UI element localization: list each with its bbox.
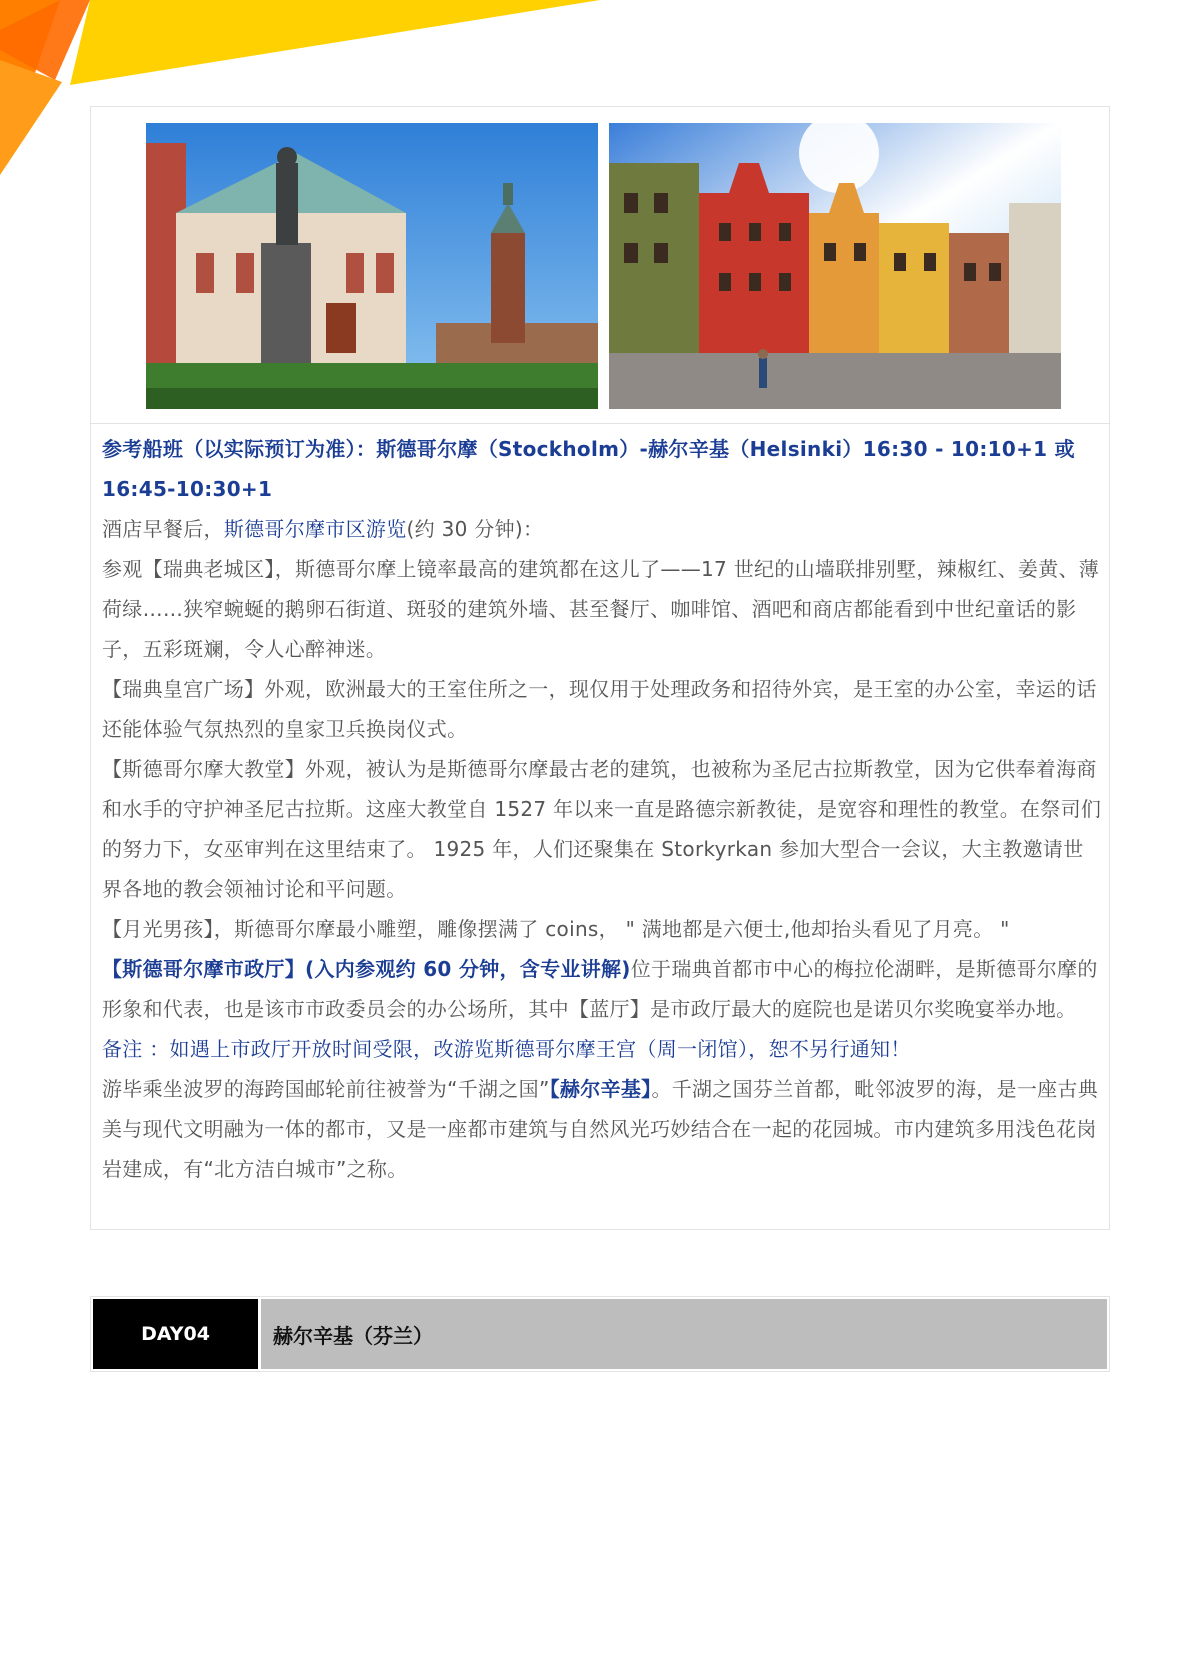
stortorget-photo	[609, 123, 1061, 409]
day-number-label: DAY04	[93, 1299, 258, 1369]
city-tour-highlight: 斯德哥尔摩市区游览	[223, 517, 407, 541]
cathedral-paragraph: 【斯德哥尔摩大教堂】外观，被认为是斯德哥尔摩最古老的建筑，也被称为圣尼古拉斯教堂，因为它供奉着海商和水手的守护神圣尼古拉斯。这座大教堂自 1527 年以来一直是路德宗新教徒，是宽容和理性的教堂。在祭司们的努力下，女巫审判在这里结束了。 1925 年，人们还聚集在 Storkyrkan 参加大型合一会议，大主教邀请世界各地的教会领袖讨论和平问题。	[102, 757, 1102, 901]
helsinki-highlight: 【赫尔辛基】	[549, 1077, 652, 1101]
photo-row	[91, 107, 1109, 424]
ferry-schedule: 参考船班（以实际预订为准）：斯德哥尔摩（Stockholm）-赫尔辛基（Helsinki）16:30 - 10:10+1 或 16:45-10:30+1	[102, 437, 1075, 501]
day-header-row	[90, 1296, 1110, 1372]
old-town-paragraph: 参观【瑞典老城区】，斯德哥尔摩上镜率最高的建筑都在这儿了——17 世纪的山墙联排别墅，辣椒红、姜黄、薄荷绿……狭窄蜿蜒的鹅卵石街道、斑驳的建筑外墙、甚至餐厅、咖啡馆、酒吧和商店都能看到中世纪童话的影子，五彩斑斓，令人心醉神迷。	[102, 557, 1100, 661]
palace-square-paragraph: 【瑞典皇宫广场】外观，欧洲最大的王室住所之一，现仅用于处理政务和招待外宾，是王室的办公室，幸运的话还能体验气氛热烈的皇家卫兵换岗仪式。	[102, 677, 1097, 741]
riddarholmen-photo	[146, 123, 598, 409]
city-hall-highlight: 【斯德哥尔摩市政厅】(入内参观约 60 分钟，含专业讲解)	[102, 957, 631, 981]
moon-boy-paragraph: 【月光男孩】，斯德哥尔摩最小雕塑，雕像摆满了 coins， " 满地都是六便士,他却抬头看见了月亮。 "	[102, 917, 1010, 941]
day-title: 赫尔辛基（芬兰）	[261, 1299, 1107, 1369]
cruise-paragraph: 游毕乘坐波罗的海跨国邮轮前往被誉为“千湖之国”【赫尔辛基】。千湖之国芬兰首都，毗邻波罗的海，是一座古典美与现代文明融为一体的都市，又是一座都市建筑与自然风光巧妙结合在一起的花园城。市内建筑多用浅色花岗岩建成，有“北方洁白城市”之称。	[102, 1077, 1099, 1181]
day-description	[102, 429, 1102, 1189]
breakfast-paragraph: 酒店早餐后，斯德哥尔摩市区游览(约 30 分钟)：	[102, 517, 544, 541]
itinerary-day-content	[90, 106, 1110, 1230]
city-hall-paragraph: 【斯德哥尔摩市政厅】(入内参观约 60 分钟，含专业讲解)位于瑞典首都市中心的梅拉伦湖畔，是斯德哥尔摩的形象和代表，也是该市市政委员会的办公场所，其中【蓝厅】是市政厅最大的庭院也是诺贝尔奖晚宴举办地。	[102, 957, 1098, 1021]
note-paragraph: 备注 ：如遇上市政厅开放时间受限，改游览斯德哥尔摩王宫（周一闭馆），恕不另行通知！	[102, 1037, 911, 1061]
